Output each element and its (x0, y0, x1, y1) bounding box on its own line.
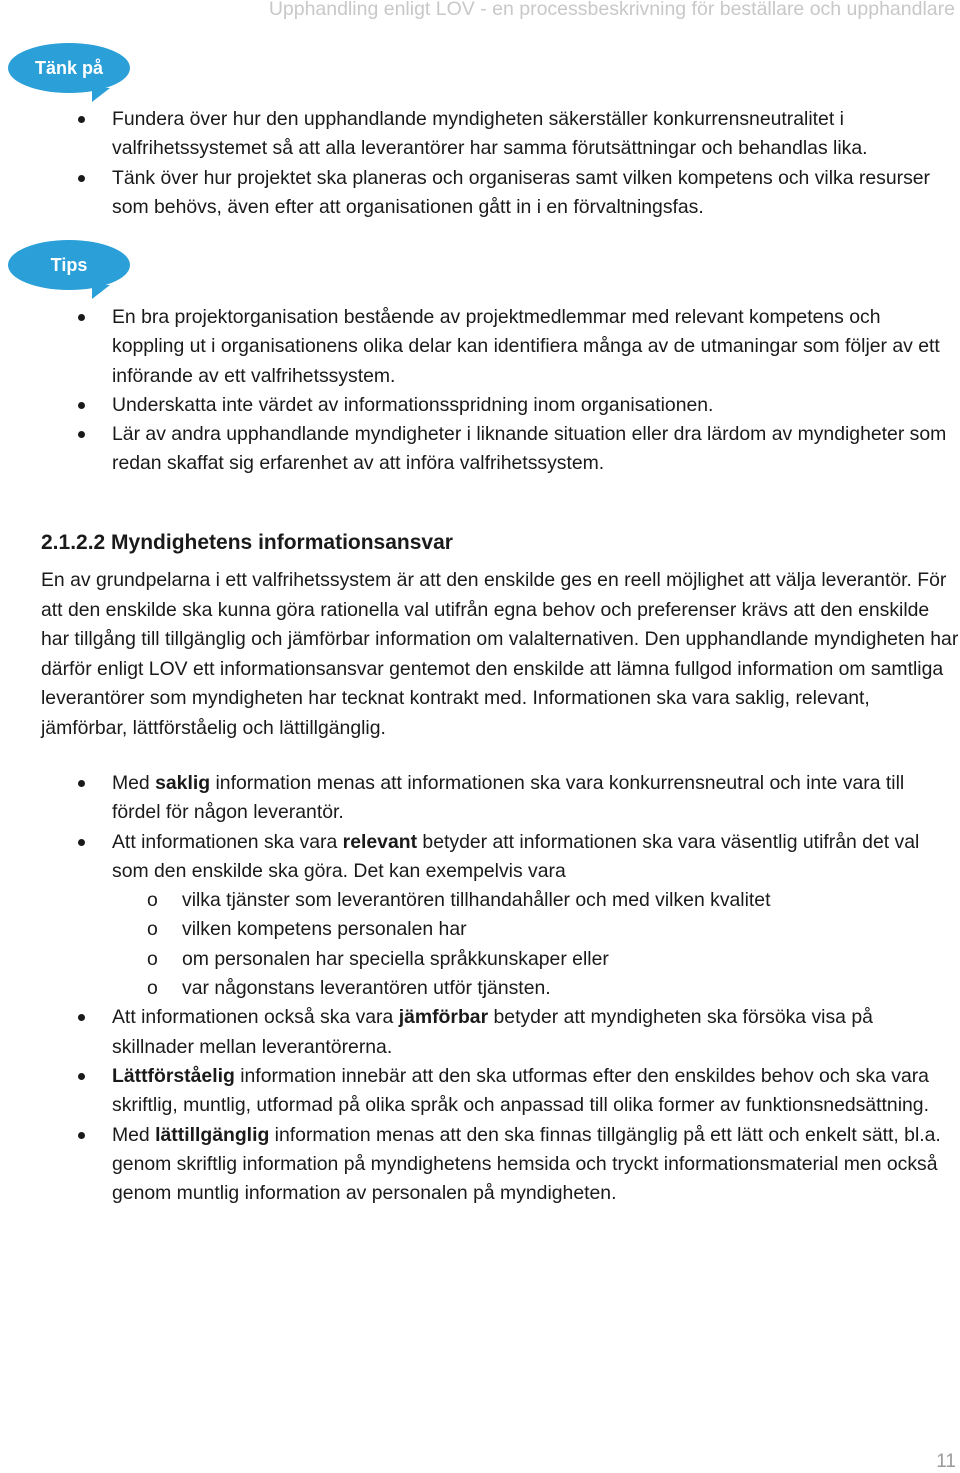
list-item (0, 1003, 958, 1062)
list-item-text: Fundera över hur den upphandlande myndigheten säkerställer konkurrensneutralitet i valfrihetssystemet så att alla leverantörer har samma förutsättningar och behandlas lika. (112, 108, 868, 160)
bullet-icon (78, 175, 85, 182)
bullet-icon (78, 1014, 85, 1021)
sublist-item (112, 886, 942, 915)
item-text: betyder att myndigheten ska försöka visa på skillnader mellan leverantörerna. (112, 1006, 873, 1058)
sub-bullet-icon: o (147, 977, 158, 1000)
sublist-item-text: om personalen har speciella språkkunskaper eller (182, 947, 609, 970)
sub-bullet-icon: o (147, 918, 158, 941)
item-keyword: Lättförståelig (112, 1064, 235, 1087)
sublist-item (112, 945, 942, 974)
list-item (0, 1062, 958, 1121)
sublist-item-text: var någonstans leverantören utför tjänsten. (182, 977, 551, 1000)
item-text: Att informationen också ska vara (112, 1006, 399, 1029)
item-text: Med (112, 772, 156, 794)
list-item (0, 164, 958, 223)
tank-pa-label: Tänk på (34, 57, 104, 78)
item-text: information menas att den ska finnas tillgänglig på ett lätt och enkelt sätt, bl.a. genom skriftlig information på myndighetens hemsida och tryckt informationsmaterial men också genom muntlig information av personalen på myndigheten. (112, 1123, 941, 1205)
tips-label: Tips (50, 254, 88, 275)
item-text: betyder att informationen ska vara väsentlig utifrån det val som den enskilde ska göra. Det kan exempelvis vara (112, 830, 920, 882)
section-heading: 2.1.2.2 Myndighetens informationsansvar (41, 531, 453, 554)
list-item (0, 828, 958, 1004)
list-item-text: En bra projektorganisation bestående av projektmedlemmar med relevant kompetens och koppling ut i organisationens olika delar kan identifiera många av de utmaningar som följer av ett införande av ett valfrihetssystem. (112, 306, 940, 387)
requirements-list (0, 769, 958, 1208)
tank-pa-callout (8, 43, 130, 93)
item-keyword: jämförbar (398, 1006, 489, 1029)
bullet-icon (78, 780, 85, 787)
section-paragraph: En av grundpelarna i ett valfrihetssystem är att den enskilde ges en reell möjlighet att välja leverantör. För att den enskilde ska kunna göra rationella val utifrån egna behov och preferenser krävs att den enskilde har tillgång till tillgänglig och jämförbar information om valalternativen. Den upphandlande myndigheten har därför enligt LOV ett informationsansvar gentemot den enskilde att lämna fullgod information om samtliga leverantörer som myndigheten har tecknat kontrakt med. Informationen ska vara saklig, relevant, jämförbar, lättförståelig och lättillgänglig. (41, 569, 959, 739)
bullet-icon (78, 1132, 85, 1139)
list-item (0, 391, 958, 420)
examples-sublist (112, 886, 958, 1003)
item-keyword: saklig (155, 772, 211, 794)
sub-bullet-icon: o (147, 947, 158, 970)
sublist-item-text: vilka tjänster som leverantören tillhandahåller och med vilken kvalitet (182, 889, 771, 912)
item-keyword: relevant (342, 830, 418, 853)
sublist-item (112, 974, 942, 1003)
list-item-text: Tänk över hur projektet ska planeras och organiseras samt vilken kompetens och vilka resurser som behövs, även efter att organisationen gått in i en förvaltningsfas. (112, 166, 931, 218)
item-text: information menas att informationen ska vara konkurrensneutral och inte vara till fördel för någon leverantör. (112, 772, 905, 824)
tank-pa-list (0, 105, 958, 222)
bullet-icon (78, 1073, 85, 1080)
item-text: Med (112, 1123, 156, 1146)
tips-list (0, 303, 958, 479)
list-item-text: Underskatta inte värdet av informationsspridning inom organisationen. (112, 393, 714, 416)
tips-callout (8, 240, 130, 290)
page-number: 11 (936, 1451, 956, 1472)
sub-bullet-icon: o (147, 889, 158, 912)
sublist-item (112, 915, 942, 944)
bullet-icon (78, 431, 85, 438)
item-text: information innebär att den ska utformas efter den enskildes behov och ska vara skriftlig, muntlig, utformad på olika språk och anpassad till olika former av funktionsnedsättning. (112, 1064, 929, 1117)
list-item (0, 769, 958, 828)
bullet-icon (78, 116, 85, 123)
item-text: Att informationen ska vara (112, 830, 343, 853)
bullet-icon (78, 314, 85, 321)
sublist-item-text: vilken kompetens personalen har (182, 918, 467, 941)
list-item (0, 105, 958, 164)
bullet-icon (78, 402, 85, 409)
list-item-text: Lär av andra upphandlande myndigheter i liknande situation eller dra lärdom av myndigheter som redan skaffat sig erfarenhet av att införa valfrihetssystem. (112, 423, 947, 475)
bullet-icon (78, 839, 85, 846)
item-keyword: lättillgänglig (155, 1123, 270, 1146)
list-item (0, 1121, 958, 1209)
list-item (0, 303, 958, 391)
running-header: Upphandling enligt LOV - en processbeskrivning för beställare och upphandlare (268, 0, 955, 20)
list-item (0, 420, 958, 479)
